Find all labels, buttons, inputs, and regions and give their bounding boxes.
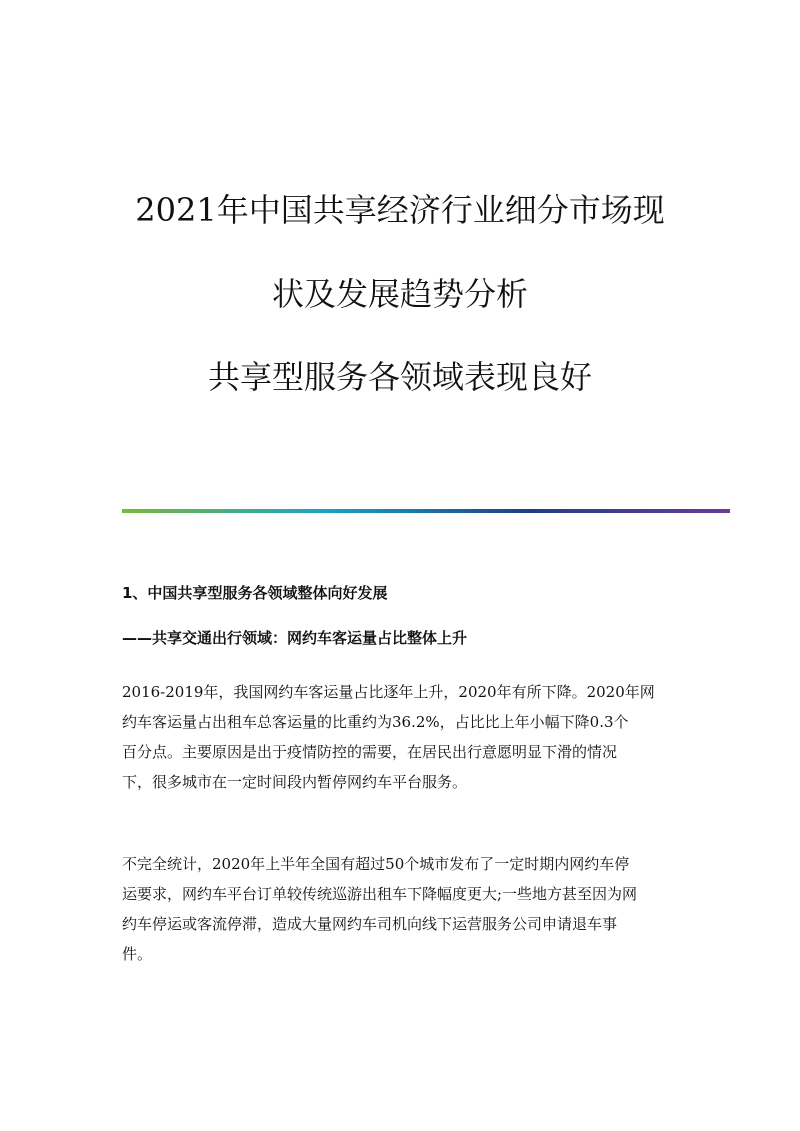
paragraph-line: 百分点。主要原因是出于疫情防控的需要，在居民出行意愿明显下滑的情况 bbox=[122, 743, 618, 761]
body-paragraph-1 bbox=[122, 677, 682, 797]
gradient-divider bbox=[122, 509, 730, 513]
body-paragraph-2 bbox=[122, 849, 682, 969]
subsection-heading: ——共享交通出行领域：网约车客运量占比整体上升 bbox=[122, 629, 468, 647]
paragraph-line: 约车停运或客流停滞，造成大量网约车司机向线下运营服务公司申请退车事 bbox=[122, 915, 618, 933]
document-subtitle: 共享型服务各领域表现良好 bbox=[207, 358, 592, 396]
paragraph-line: 运要求，网约车平台订单较传统巡游出租车下降幅度更大;一些地方甚至因为网 bbox=[122, 885, 638, 903]
document-title-line-2: 状及发展趋势分析 bbox=[271, 275, 528, 313]
paragraph-line: 约车客运量占出租车总客运量的比重约为36.2%，占比比上年小幅下降0.3个 bbox=[122, 713, 629, 731]
document-title-line-1: 2021年中国共享经济行业细分市场现 bbox=[135, 191, 665, 229]
paragraph-line: 2016-2019年，我国网约车客运量占比逐年上升，2020年有所下降。2020年网 bbox=[122, 683, 655, 701]
paragraph-line: 不完全统计，2020年上半年全国有超过50个城市发布了一定时期内网约车停 bbox=[122, 855, 630, 873]
paragraph-line: 件。 bbox=[122, 945, 153, 963]
section-heading: 1、中国共享型服务各领域整体向好发展 bbox=[122, 584, 388, 602]
paragraph-line: 下，很多城市在一定时间段内暂停网约车平台服务。 bbox=[122, 773, 468, 791]
